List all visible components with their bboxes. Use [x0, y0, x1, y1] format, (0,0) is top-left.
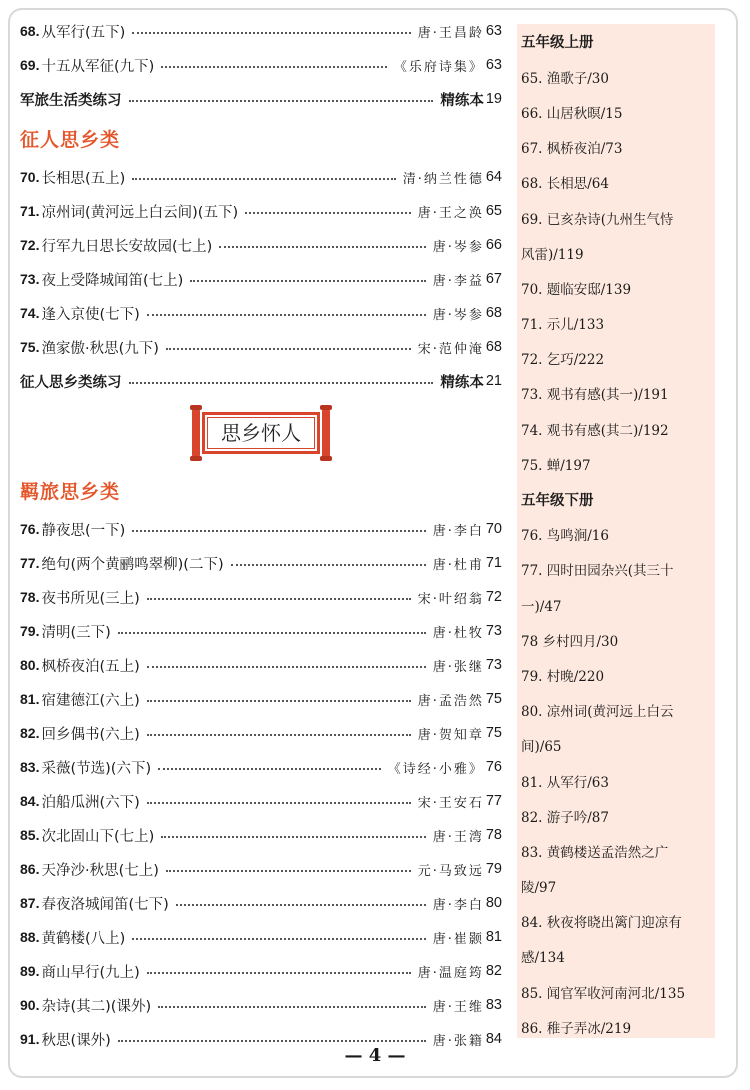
entry-author: 唐·张籍	[432, 1033, 484, 1049]
entry-author: 唐·岑参	[432, 239, 484, 255]
toc-entry[interactable]	[20, 716, 502, 750]
index-line: 陵/97	[521, 880, 557, 897]
index-line: 感/134	[521, 950, 565, 967]
section-heading: 征人思乡类	[20, 128, 121, 151]
entry-number: 91.	[20, 1031, 40, 1047]
entry-page: 65	[485, 203, 502, 219]
index-line: 82. 游子吟/87	[521, 809, 609, 826]
entry-author: 唐·李益	[432, 273, 484, 289]
dot-leader	[147, 734, 411, 736]
index-line: 75. 蝉/197	[521, 457, 591, 474]
entry-author: 唐·崔颢	[432, 931, 484, 947]
entry-title: 凉州词(黄河远上白云间)(五下)	[41, 204, 239, 221]
toc-entry[interactable]	[20, 784, 502, 818]
dot-leader	[147, 802, 411, 804]
entry-title: 征人思乡类练习	[20, 374, 122, 391]
entry-author: 《诗经·小雅》	[387, 761, 484, 777]
dot-leader	[158, 768, 381, 770]
toc-entry[interactable]	[20, 750, 502, 784]
entry-page: 78	[485, 827, 502, 843]
scroll-roll-right-icon	[322, 408, 330, 458]
index-line: 69. 已亥杂诗(九州生气恃	[521, 211, 674, 228]
entry-author: 唐·王维	[432, 999, 484, 1015]
entry-title: 军旅生活类练习	[20, 92, 122, 109]
entry-author: 唐·李白	[432, 523, 484, 539]
entry-title: 春夜洛城闻笛(七下)	[41, 896, 169, 913]
index-line: 70. 题临安邸/139	[521, 281, 632, 298]
entry-author: 唐·孟浩然	[417, 693, 484, 709]
grade-heading: 五年级下册	[521, 492, 594, 509]
entry-page: 82	[485, 963, 502, 979]
entry-page: 68	[485, 339, 502, 355]
toc-entry[interactable]	[20, 194, 502, 228]
index-line: 76. 鸟鸣涧/16	[521, 528, 609, 545]
index-line: 67. 枫桥夜泊/73	[521, 141, 623, 158]
dot-leader	[166, 348, 411, 350]
dot-leader	[190, 280, 425, 282]
entry-title: 夜书所见(三上)	[41, 590, 140, 607]
entry-number: 89.	[20, 963, 40, 979]
dot-leader	[132, 530, 425, 532]
entry-title: 泊船瓜洲(六下)	[41, 794, 140, 811]
dot-leader	[219, 246, 425, 248]
toc-entry[interactable]	[20, 14, 502, 48]
index-line: 74. 观书有感(其二)/192	[521, 422, 669, 439]
practice-link[interactable]	[20, 82, 502, 116]
entry-title: 十五从军征(九下)	[41, 58, 155, 75]
entry-title: 夜上受降城闻笛(七上)	[41, 272, 184, 289]
entry-title: 宿建德江(六上)	[41, 692, 140, 709]
dot-leader	[176, 904, 426, 906]
entry-author: 唐·王湾	[432, 829, 484, 845]
dot-leader	[158, 1006, 426, 1008]
entry-page: 75	[485, 725, 502, 741]
entry-page: 19	[485, 91, 502, 107]
index-line: 66. 山居秋暝/15	[521, 105, 623, 122]
toc-entry[interactable]	[20, 546, 502, 580]
dot-leader	[147, 700, 411, 702]
dot-leader	[147, 972, 411, 974]
entry-author: 唐·温庭筠	[417, 965, 484, 981]
dot-leader	[129, 100, 434, 102]
index-line: 85. 闻官军收河南河北/135	[521, 985, 686, 1002]
index-line: 72. 乞巧/222	[521, 352, 605, 369]
entry-title: 静夜思(一下)	[41, 522, 126, 539]
entry-page: 64	[485, 169, 502, 185]
index-line: 83. 黄鹤楼送孟浩然之广	[521, 844, 669, 861]
entry-number: 71.	[20, 203, 40, 219]
entry-author: 唐·张继	[432, 659, 484, 675]
entry-page: 83	[485, 997, 502, 1013]
entry-number: 77.	[20, 555, 40, 571]
entry-number: 85.	[20, 827, 40, 843]
entry-page: 75	[485, 691, 502, 707]
index-line: 84. 秋夜将晓出篱门迎凉有	[521, 915, 682, 932]
scroll-banner	[192, 408, 330, 458]
chapter-title: 思乡怀人	[202, 412, 320, 454]
scroll-roll-left-icon	[192, 408, 200, 458]
entry-page: 76	[485, 759, 502, 775]
entry-page: 79	[485, 861, 502, 877]
toc-entry[interactable]	[20, 818, 502, 852]
toc-entry[interactable]	[20, 580, 502, 614]
toc-entry[interactable]	[20, 614, 502, 648]
dot-leader	[245, 212, 411, 214]
entry-title: 渔家傲·秋思(九下)	[41, 340, 159, 357]
toc-entry[interactable]	[20, 648, 502, 682]
entry-author: 清·纳兰性德	[402, 171, 484, 187]
entry-page: 63	[485, 57, 502, 73]
entry-author: 宋·范仲淹	[417, 341, 484, 357]
entry-author: 唐·李白	[432, 897, 484, 913]
entry-number: 88.	[20, 929, 40, 945]
dot-leader	[161, 836, 425, 838]
dot-leader	[118, 1040, 426, 1042]
index-line: 一)/47	[521, 598, 562, 615]
entry-page: 21	[485, 373, 502, 389]
grade-index-sidebar	[517, 24, 715, 1038]
entry-page: 72	[485, 589, 502, 605]
entry-page: 66	[485, 237, 502, 253]
page-number: — 4 —	[344, 1045, 406, 1066]
workbook-label: 精练本	[440, 374, 484, 391]
entry-author: 宋·叶绍翁	[417, 591, 484, 607]
entry-title: 行军九日思长安故园(七上)	[41, 238, 213, 255]
entry-author: 唐·杜甫	[432, 557, 484, 573]
dot-leader	[231, 564, 426, 566]
toc-entry[interactable]	[20, 988, 502, 1022]
entry-author: 唐·杜牧	[432, 625, 484, 641]
entry-title: 黄鹤楼(八上)	[41, 930, 126, 947]
entry-number: 78.	[20, 589, 40, 605]
entry-number: 70.	[20, 169, 40, 185]
toc-entry[interactable]	[20, 228, 502, 262]
entry-number: 87.	[20, 895, 40, 911]
entry-number: 84.	[20, 793, 40, 809]
entry-page: 81	[485, 929, 502, 945]
toc-entry[interactable]	[20, 262, 502, 296]
entry-page: 73	[485, 623, 502, 639]
entry-title: 枫桥夜泊(五上)	[41, 658, 140, 675]
entry-number: 79.	[20, 623, 40, 639]
index-line: 风雷)/119	[521, 246, 584, 263]
dot-leader	[132, 32, 410, 34]
entry-author: 元·马致远	[417, 863, 484, 879]
entry-page: 84	[485, 1031, 502, 1047]
toc-entry[interactable]	[20, 682, 502, 716]
index-line: 间)/65	[521, 739, 562, 756]
index-line: 79. 村晚/220	[521, 668, 605, 685]
dot-leader	[132, 938, 425, 940]
entry-number: 83.	[20, 759, 40, 775]
entry-title: 商山早行(九上)	[41, 964, 140, 981]
index-line: 71. 示儿/133	[521, 317, 605, 334]
index-line: 81. 从军行/63	[521, 774, 609, 791]
toc-entry[interactable]	[20, 886, 502, 920]
dot-leader	[147, 666, 426, 668]
toc-entry[interactable]	[20, 48, 502, 82]
entry-number: 90.	[20, 997, 40, 1013]
toc-entry[interactable]	[20, 330, 502, 364]
dot-leader	[129, 382, 434, 384]
entry-title: 天净沙·秋思(七上)	[41, 862, 159, 879]
entry-number: 73.	[20, 271, 40, 287]
dot-leader	[147, 314, 426, 316]
toc-entry[interactable]	[20, 954, 502, 988]
index-line: 86. 稚子弄冰/219	[521, 1020, 632, 1037]
entry-page: 68	[485, 305, 502, 321]
dot-leader	[132, 178, 395, 180]
entry-title: 逢入京使(七下)	[41, 306, 140, 323]
chapter-banner	[20, 398, 502, 468]
entry-page: 70	[485, 521, 502, 537]
toc-left-column	[20, 14, 502, 1056]
index-line: 68. 长相思/64	[521, 176, 609, 193]
entry-title: 回乡偶书(六上)	[41, 726, 140, 743]
entry-number: 74.	[20, 305, 40, 321]
entry-page: 71	[485, 555, 502, 571]
entry-page: 73	[485, 657, 502, 673]
dot-leader	[118, 632, 426, 634]
entry-page: 80	[485, 895, 502, 911]
entry-author: 唐·王昌龄	[417, 25, 484, 41]
entry-title: 绝句(两个黄鹂鸣翠柳)(二下)	[41, 556, 224, 573]
entry-title: 秋思(课外)	[41, 1032, 111, 1049]
grade-heading: 五年级上册	[521, 35, 594, 52]
dot-leader	[166, 870, 411, 872]
entry-author: 唐·贺知章	[417, 727, 484, 743]
entry-title: 次北固山下(七上)	[41, 828, 155, 845]
entry-number: 69.	[20, 57, 40, 73]
entry-number: 86.	[20, 861, 40, 877]
entry-author: 《乐府诗集》	[393, 59, 484, 75]
toc-entry[interactable]	[20, 296, 502, 330]
toc-entry[interactable]	[20, 852, 502, 886]
entry-number: 81.	[20, 691, 40, 707]
entry-number: 68.	[20, 23, 40, 39]
entry-title: 采薇(节选)(六下)	[41, 760, 152, 777]
index-line: 78 乡村四月/30	[521, 633, 619, 650]
entry-number: 82.	[20, 725, 40, 741]
entry-number: 72.	[20, 237, 40, 253]
entry-title: 长相思(五上)	[41, 170, 126, 187]
practice-link[interactable]	[20, 364, 502, 398]
dot-leader	[161, 66, 387, 68]
toc-entry[interactable]	[20, 512, 502, 546]
entry-title: 清明(三下)	[41, 624, 111, 641]
entry-author: 宋·王安石	[417, 795, 484, 811]
index-line: 73. 观书有感(其一)/191	[521, 387, 669, 404]
entry-page: 63	[485, 23, 502, 39]
entry-title: 杂诗(其二)(课外)	[41, 998, 152, 1015]
section-heading: 羁旅思乡类	[20, 480, 121, 503]
workbook-label: 精练本	[440, 92, 484, 109]
entry-page: 77	[485, 793, 502, 809]
entry-number: 75.	[20, 339, 40, 355]
dot-leader	[147, 598, 411, 600]
index-line: 77. 四时田园杂兴(其三十	[521, 563, 674, 580]
index-line: 65. 渔歌子/30	[521, 70, 609, 87]
toc-entry[interactable]	[20, 160, 502, 194]
entry-title: 从军行(五下)	[41, 24, 126, 41]
entry-number: 76.	[20, 521, 40, 537]
entry-number: 80.	[20, 657, 40, 673]
index-line: 80. 凉州词(黄河远上白云	[521, 704, 674, 721]
entry-page: 67	[485, 271, 502, 287]
toc-entry[interactable]	[20, 920, 502, 954]
entry-author: 唐·王之涣	[417, 205, 484, 221]
entry-author: 唐·岑参	[432, 307, 484, 323]
